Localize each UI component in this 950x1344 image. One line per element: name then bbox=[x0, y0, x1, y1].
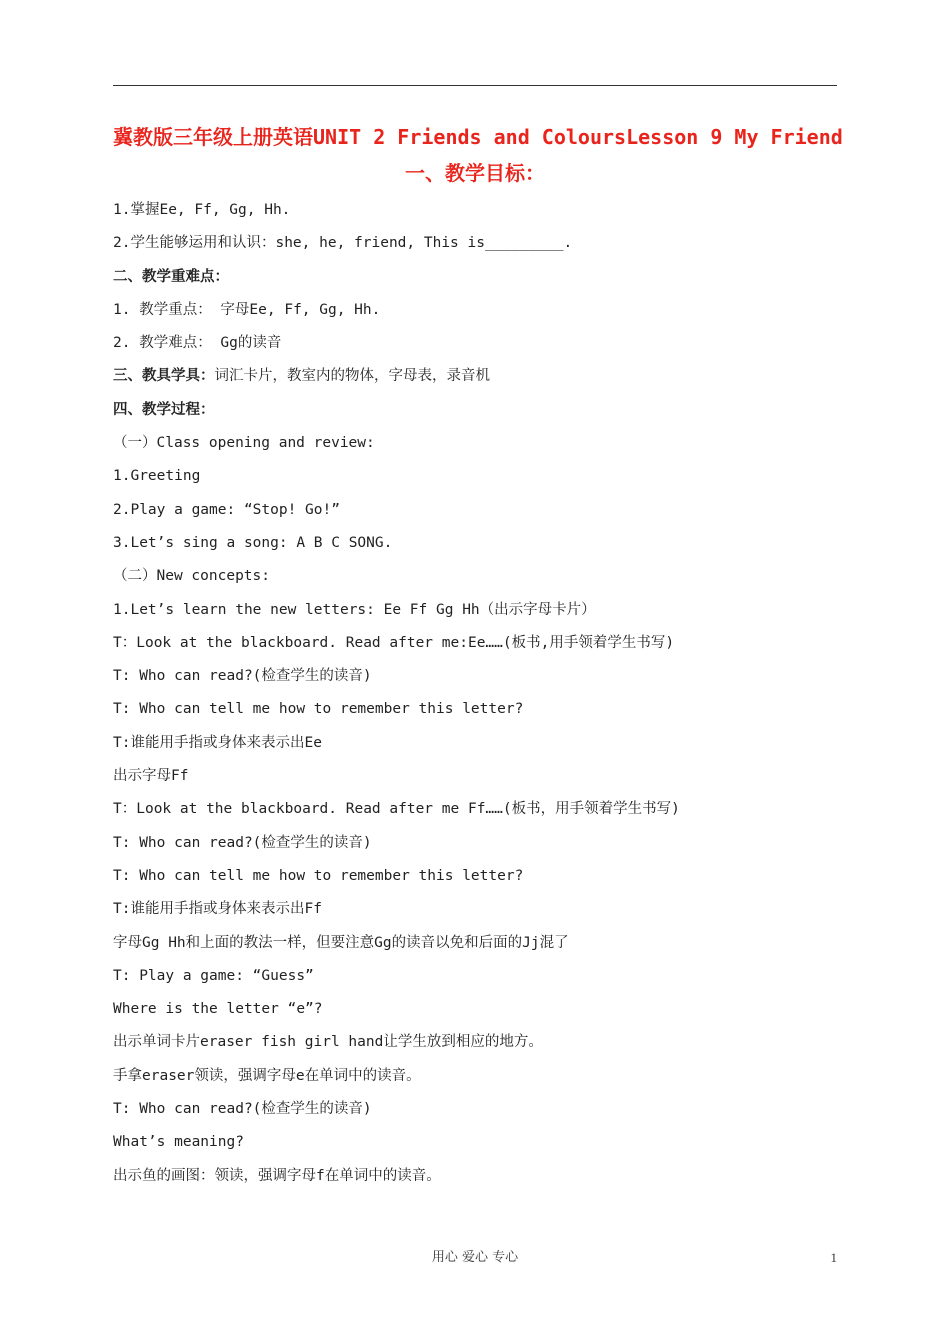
page-number: 1 bbox=[830, 1250, 837, 1265]
body-line: T: Who can read?(检查学生的读音) bbox=[113, 834, 372, 851]
body-line: What’s meaning? bbox=[113, 1134, 244, 1151]
title-chinese: 冀教版三年级上册英语 bbox=[113, 125, 313, 149]
body-line: T: Who can tell me how to remember this letter? bbox=[113, 701, 524, 718]
body-line: T: Who can read?(检查学生的读音) bbox=[113, 668, 372, 685]
body-line: T: Play a game: “Guess” bbox=[113, 967, 314, 984]
body-line: 出示鱼的画图：领读，强调字母f在单词中的读音。 bbox=[113, 1167, 441, 1184]
body-line: T: Who can tell me how to remember this letter? bbox=[113, 867, 524, 884]
body-line: 1.掌握Ee, Ff, Gg, Hh. bbox=[113, 202, 291, 218]
body-line: （一）Class opening and review: bbox=[113, 435, 375, 452]
body-line: 3.Let’s sing a song: A B C SONG. bbox=[113, 534, 393, 551]
title-english: UNIT 2 Friends and ColoursLesson 9 My Friend bbox=[313, 125, 843, 149]
body-line: 2.学生能够运用和认识：she, he, friend, This is_________. bbox=[113, 235, 573, 252]
body-line: T：Look at the blackboard. Read after me:Ee……(板书,用手领着学生书写) bbox=[113, 634, 675, 651]
body-line: 2. 教学难点： Gg的读音 bbox=[113, 335, 282, 352]
body-line: Where is the letter “e”? bbox=[113, 1001, 323, 1018]
document-title bbox=[113, 122, 843, 152]
body-line: 手拿eraser领读，强调字母e在单词中的读音。 bbox=[113, 1067, 421, 1084]
body-line: 字母Gg Hh和上面的教法一样，但要注意Gg的读音以免和后面的Jj混了 bbox=[113, 934, 569, 951]
body-line: 出示字母Ff bbox=[113, 768, 189, 785]
body-line: 1.Greeting bbox=[113, 468, 201, 485]
header-rule bbox=[113, 85, 837, 86]
body-line: 1. 教学重点： 字母Ee, Ff, Gg, Hh. bbox=[113, 301, 381, 318]
body-line: 2.Play a game: “Stop! Go!” bbox=[113, 501, 340, 518]
body-line: T: Who can read?(检查学生的读音) bbox=[113, 1101, 372, 1118]
section-heading-objectives: 一、教学目标： bbox=[405, 161, 545, 185]
section-heading-procedure: 四、教学过程： bbox=[113, 401, 215, 418]
body-line: （二）New concepts: bbox=[113, 568, 270, 585]
body-line: T：Look at the blackboard. Read after me Ff……(板书，用手领着学生书写) bbox=[113, 801, 680, 818]
section-heading-key-points: 二、教学重难点： bbox=[113, 268, 229, 285]
body-line: T:谁能用手指或身体来表示出Ff bbox=[113, 901, 322, 918]
section-heading-materials: 三、教具学具：词汇卡片，教室内的物体，字母表，录音机 bbox=[113, 368, 490, 385]
body-line: 出示单词卡片eraser fish girl hand让学生放到相应的地方。 bbox=[113, 1034, 543, 1051]
page-footer: 用心 爱心 专心 bbox=[431, 1250, 519, 1265]
body-line: 1.Let’s learn the new letters: Ee Ff Gg Hh（出示字母卡片） bbox=[113, 601, 596, 618]
body-line: T:谁能用手指或身体来表示出Ee bbox=[113, 734, 322, 751]
document-body bbox=[113, 194, 837, 1193]
